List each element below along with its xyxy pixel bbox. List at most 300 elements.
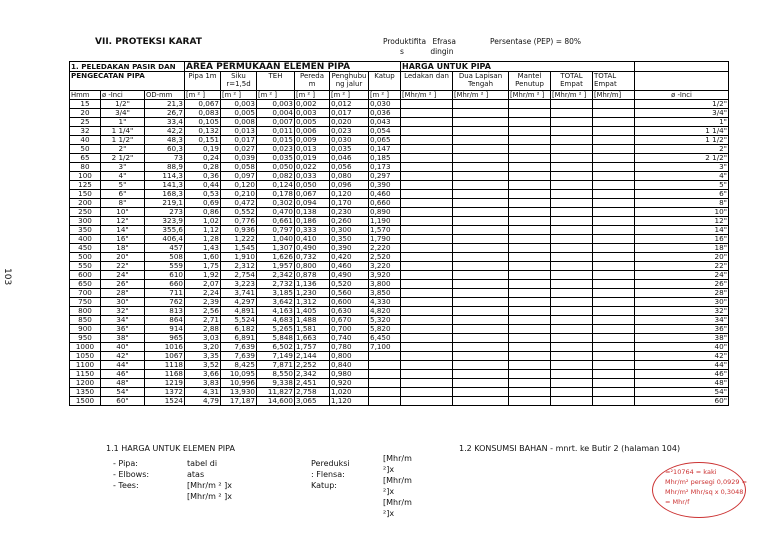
- table-cell: 0,132: [185, 127, 221, 136]
- price-cell: [551, 352, 593, 361]
- table-cell: 0,017: [221, 136, 257, 145]
- table-cell: 0,039: [221, 154, 257, 163]
- table-cell: 0,019: [295, 154, 330, 163]
- footer-right-heading: 1.2 KONSUMSI BAHAN - mnrt. ke Butir 2 (halaman 104): [459, 444, 681, 453]
- table-cell: 3,66: [185, 370, 221, 379]
- table-cell: 0,147: [369, 145, 401, 154]
- table-cell: 3,20: [185, 343, 221, 352]
- price-cell: [401, 235, 453, 244]
- unit-head: [Mhr/m ² ]: [551, 91, 593, 100]
- table-cell: 21,3: [145, 100, 185, 109]
- unit-head: [Mhr/m ² ]: [401, 91, 453, 100]
- table-cell: 0,046: [330, 154, 369, 163]
- price-cell: [509, 325, 551, 334]
- price-cell: [453, 262, 509, 271]
- table-cell: 15: [70, 100, 101, 109]
- table-row: [70, 136, 729, 145]
- table-cell: 406,4: [145, 235, 185, 244]
- price-cell: [593, 316, 635, 325]
- price-cell: [401, 163, 453, 172]
- price-cell: [401, 217, 453, 226]
- table-cell: 8,550: [257, 370, 295, 379]
- table-cell: 25: [70, 118, 101, 127]
- table-cell: 0,230: [330, 208, 369, 217]
- table-cell: 10,996: [221, 379, 257, 388]
- table-cell: 5,524: [221, 316, 257, 325]
- table-cell: 0,297: [369, 172, 401, 181]
- table-cell: 4,31: [185, 388, 221, 397]
- price-cell: [401, 343, 453, 352]
- inch-cell: 16": [635, 235, 729, 244]
- table-row: [70, 154, 729, 163]
- unit-head: [m ² ]: [369, 91, 401, 100]
- price-cell: [509, 190, 551, 199]
- table-cell: 26,7: [145, 109, 185, 118]
- inch-cell: 44": [635, 361, 729, 370]
- table-cell: 0,24: [185, 154, 221, 163]
- price-cell: [453, 136, 509, 145]
- table-cell: 355,6: [145, 226, 185, 235]
- table-cell: 2,24: [185, 289, 221, 298]
- price-cell: [401, 361, 453, 370]
- price-cell: [551, 370, 593, 379]
- price-cell: [401, 325, 453, 334]
- inch-cell: 46": [635, 370, 729, 379]
- table-cell: 0,460: [330, 262, 369, 271]
- table-cell: 950: [70, 334, 101, 343]
- table-cell: 0,054: [369, 127, 401, 136]
- table-cell: 4": [101, 172, 145, 181]
- table-cell: 1200: [70, 379, 101, 388]
- price-cell: [401, 109, 453, 118]
- price-cell: [551, 109, 593, 118]
- table-cell: 65: [70, 154, 101, 163]
- price-cell: [593, 217, 635, 226]
- table-cell: 273: [145, 208, 185, 217]
- footer-unit-5: [Mhr/m: [383, 498, 412, 507]
- table-cell: 900: [70, 325, 101, 334]
- price-cell: [593, 136, 635, 145]
- price-cell: [401, 226, 453, 235]
- price-cell: [509, 163, 551, 172]
- table-cell: 965: [145, 334, 185, 343]
- price-cell: [593, 325, 635, 334]
- price-cell: [401, 154, 453, 163]
- table-cell: 600: [70, 271, 101, 280]
- page-number: 103: [2, 268, 12, 286]
- table-cell: 38": [101, 334, 145, 343]
- table-cell: 0,002: [295, 100, 330, 109]
- table-cell: 7,149: [257, 352, 295, 361]
- price-cell: [593, 100, 635, 109]
- price-cell: [593, 244, 635, 253]
- table-cell: 1/2": [101, 100, 145, 109]
- table-row: [70, 163, 729, 172]
- productivity-label-b: Efrasa: [432, 37, 456, 46]
- table-cell: 0,490: [295, 244, 330, 253]
- table-cell: 813: [145, 307, 185, 316]
- table-cell: 0,120: [330, 190, 369, 199]
- table-cell: 1219: [145, 379, 185, 388]
- table-cell: 200: [70, 199, 101, 208]
- table-cell: 34": [101, 316, 145, 325]
- table-cell: 13,930: [221, 388, 257, 397]
- table-cell: 44": [101, 361, 145, 370]
- table-cell: 1,120: [330, 397, 369, 406]
- heading-left-2: PENGECATAN PIPA: [70, 72, 185, 91]
- price-cell: [551, 307, 593, 316]
- price-cell: [551, 181, 593, 190]
- price-cell: [551, 118, 593, 127]
- table-cell: 100: [70, 172, 101, 181]
- price-cell: [593, 109, 635, 118]
- table-cell: 0,003: [295, 109, 330, 118]
- table-cell: 1,28: [185, 235, 221, 244]
- table-row: [70, 235, 729, 244]
- inch-cell: 42": [635, 352, 729, 361]
- table-cell: 80: [70, 163, 101, 172]
- table-cell: 3,850: [369, 289, 401, 298]
- unit-head: [Mhr/m ² ]: [509, 91, 551, 100]
- table-cell: [369, 388, 401, 397]
- price-cell: [509, 352, 551, 361]
- table-cell: 0,008: [221, 118, 257, 127]
- price-cell: [509, 253, 551, 262]
- table-cell: 20": [101, 253, 145, 262]
- table-cell: 5": [101, 181, 145, 190]
- table-row: [70, 316, 729, 325]
- table-cell: 0,936: [221, 226, 257, 235]
- table-cell: 1,581: [295, 325, 330, 334]
- table-cell: 0,210: [221, 190, 257, 199]
- table-cell: 3,185: [257, 289, 295, 298]
- heading-price: HARGA UNTUK PIPA: [401, 62, 635, 72]
- table-cell: 1,136: [295, 280, 330, 289]
- table-cell: 3,220: [369, 262, 401, 271]
- table-cell: 9,338: [257, 379, 295, 388]
- table-cell: 0,015: [257, 136, 295, 145]
- table-cell: 3,642: [257, 298, 295, 307]
- table-cell: 36": [101, 325, 145, 334]
- table-cell: 40": [101, 343, 145, 352]
- price-cell: [401, 118, 453, 127]
- table-cell: 1016: [145, 343, 185, 352]
- unit-head: [m ² ]: [330, 91, 369, 100]
- price-cell: [453, 397, 509, 406]
- price-cell: [453, 145, 509, 154]
- table-cell: 0,520: [330, 280, 369, 289]
- table-cell: 141,3: [145, 181, 185, 190]
- inch-cell: 3": [635, 163, 729, 172]
- price-cell: [551, 379, 593, 388]
- table-cell: 125: [70, 181, 101, 190]
- price-cell: [401, 262, 453, 271]
- price-cell: [509, 208, 551, 217]
- table-cell: 0,302: [257, 199, 295, 208]
- table-cell: 0,065: [369, 136, 401, 145]
- table-cell: 2,71: [185, 316, 221, 325]
- table-cell: 0,800: [330, 352, 369, 361]
- table-cell: 0,003: [221, 100, 257, 109]
- table-cell: 1118: [145, 361, 185, 370]
- table-cell: 0,151: [185, 136, 221, 145]
- table-cell: 0,920: [330, 379, 369, 388]
- inch-cell: 2 1/2": [635, 154, 729, 163]
- table-row: [70, 217, 729, 226]
- unit-head: [m ² ]: [185, 91, 221, 100]
- price-cell: [453, 109, 509, 118]
- table-cell: 3,83: [185, 379, 221, 388]
- table-cell: 12": [101, 217, 145, 226]
- table-cell: 0,390: [369, 181, 401, 190]
- table-cell: 0,083: [185, 109, 221, 118]
- table-cell: 4,79: [185, 397, 221, 406]
- table-cell: 508: [145, 253, 185, 262]
- table-cell: 14,600: [257, 397, 295, 406]
- inch-cell: 54": [635, 388, 729, 397]
- table-cell: 1,663: [295, 334, 330, 343]
- table-cell: 2,39: [185, 298, 221, 307]
- price-cell: [551, 199, 593, 208]
- table-cell: 3,920: [369, 271, 401, 280]
- footer-unit-6: ²]x: [383, 509, 395, 518]
- annotation-line-4: = Mhr/f: [665, 498, 690, 506]
- table-cell: 0,030: [369, 100, 401, 109]
- table-cell: 4,330: [369, 298, 401, 307]
- price-cell: [401, 352, 453, 361]
- table-cell: 0,030: [330, 136, 369, 145]
- price-cell: [593, 379, 635, 388]
- annotation-line-2: Mhr/m² persegi 0,0929 =: [665, 478, 748, 486]
- table-row: [70, 253, 729, 262]
- table-cell: 1,040: [257, 235, 295, 244]
- price-cell: [509, 100, 551, 109]
- price-cell: [401, 298, 453, 307]
- table-cell: 0,011: [257, 127, 295, 136]
- price-cell: [401, 172, 453, 181]
- table-cell: 0,410: [295, 235, 330, 244]
- table-cell: 323,9: [145, 217, 185, 226]
- table-cell: 0,050: [295, 181, 330, 190]
- price-cell: [453, 280, 509, 289]
- price-cell: [509, 343, 551, 352]
- table-cell: 42": [101, 352, 145, 361]
- table-cell: 20: [70, 109, 101, 118]
- table-cell: 26": [101, 280, 145, 289]
- price-cell: [593, 118, 635, 127]
- price-cell: [401, 136, 453, 145]
- col-head-pereda: Pereda m: [295, 72, 330, 91]
- table-cell: 0,490: [330, 271, 369, 280]
- table-row: [70, 145, 729, 154]
- price-cell: [593, 334, 635, 343]
- heading-left-1: 1. PELEDAKAN PASIR DAN: [70, 62, 185, 72]
- table-cell: 1,910: [221, 253, 257, 262]
- table-row: [70, 289, 729, 298]
- annotation-text: [665, 467, 747, 507]
- table-cell: 0,630: [330, 307, 369, 316]
- heading-blank: [635, 62, 729, 72]
- price-cell: [453, 343, 509, 352]
- table-cell: 0,800: [295, 262, 330, 271]
- price-cell: [551, 298, 593, 307]
- table-cell: [369, 379, 401, 388]
- table-cell: 0,260: [330, 217, 369, 226]
- price-cell: [551, 100, 593, 109]
- table-cell: 0,005: [295, 118, 330, 127]
- price-cell: [453, 154, 509, 163]
- price-cell: [453, 388, 509, 397]
- table-cell: 2,56: [185, 307, 221, 316]
- table-cell: 2,732: [257, 280, 295, 289]
- unit-head: [Mhr/m]: [593, 91, 635, 100]
- price-cell: [509, 145, 551, 154]
- table-cell: 54": [101, 388, 145, 397]
- table-cell: 0,013: [221, 127, 257, 136]
- table-cell: 1,75: [185, 262, 221, 271]
- price-cell: [453, 352, 509, 361]
- col-head-katup: Katup: [369, 72, 401, 91]
- price-cell: [593, 172, 635, 181]
- inch-cell: 30": [635, 298, 729, 307]
- price-cell: [509, 217, 551, 226]
- table-cell: 1,312: [295, 298, 330, 307]
- price-cell: [551, 145, 593, 154]
- table-cell: 0,740: [330, 334, 369, 343]
- price-cell: [593, 307, 635, 316]
- table-cell: 0,012: [330, 100, 369, 109]
- price-cell: [453, 127, 509, 136]
- price-cell: [509, 388, 551, 397]
- inch-cell: 18": [635, 244, 729, 253]
- price-cell: [509, 307, 551, 316]
- col-head-penghubung: Penghubu ng jalur: [330, 72, 369, 91]
- table-cell: 0,44: [185, 181, 221, 190]
- inch-cell: 1/2": [635, 100, 729, 109]
- table-cell: 457: [145, 244, 185, 253]
- table-cell: 1372: [145, 388, 185, 397]
- table-cell: 0,660: [369, 199, 401, 208]
- pipe-area-table: [69, 61, 729, 406]
- price-cell: [401, 388, 453, 397]
- table-cell: 0,185: [369, 154, 401, 163]
- table-cell: 7,639: [221, 343, 257, 352]
- table-cell: 32: [70, 127, 101, 136]
- inch-cell: 60": [635, 397, 729, 406]
- table-cell: 1524: [145, 397, 185, 406]
- table-cell: 0,700: [330, 325, 369, 334]
- price-cell: [401, 127, 453, 136]
- footer-elbows-value: atas: [187, 470, 205, 479]
- price-cell: [551, 361, 593, 370]
- price-cell: [551, 289, 593, 298]
- price-cell: [453, 316, 509, 325]
- price-cell: [593, 352, 635, 361]
- price-cell: [509, 271, 551, 280]
- productivity-label-b2: dingin: [430, 47, 454, 56]
- productivity-label: [383, 37, 456, 57]
- price-cell: [453, 298, 509, 307]
- price-cell: [551, 163, 593, 172]
- price-cell: [401, 271, 453, 280]
- table-cell: 0,776: [221, 217, 257, 226]
- table-cell: 0,980: [330, 370, 369, 379]
- table-cell: 5,820: [369, 325, 401, 334]
- price-cell: [593, 145, 635, 154]
- table-cell: 300: [70, 217, 101, 226]
- inch-cell: 20": [635, 253, 729, 262]
- table-cell: 1 1/4": [101, 127, 145, 136]
- footer-unit-3: [Mhr/m: [383, 476, 412, 485]
- table-row: [70, 190, 729, 199]
- price-cell: [401, 397, 453, 406]
- footer-unit-2: ²]x: [383, 465, 395, 474]
- footer-mid-2: : Flensa:: [311, 470, 345, 479]
- col-head-teh: TEH: [257, 72, 295, 91]
- table-cell: 7,871: [257, 361, 295, 370]
- price-cell: [551, 280, 593, 289]
- table-cell: 2,88: [185, 325, 221, 334]
- table-row: [70, 127, 729, 136]
- footer-mid-3: Katup:: [311, 481, 337, 490]
- table-cell: 24": [101, 271, 145, 280]
- price-cell: [401, 307, 453, 316]
- table-cell: 0,056: [330, 163, 369, 172]
- table-cell: 0,460: [369, 190, 401, 199]
- price-cell: [551, 343, 593, 352]
- price-cell: [551, 190, 593, 199]
- table-cell: 1500: [70, 397, 101, 406]
- table-row: [70, 397, 729, 406]
- table-cell: 1,488: [295, 316, 330, 325]
- price-cell: [453, 226, 509, 235]
- footer-mid-1: Pereduksi: [311, 459, 350, 468]
- price-cell: [453, 271, 509, 280]
- price-cell: [551, 397, 593, 406]
- price-cell: [593, 154, 635, 163]
- table-cell: 3,800: [369, 280, 401, 289]
- table-cell: 1,570: [369, 226, 401, 235]
- price-cell: [551, 388, 593, 397]
- table-cell: 33,4: [145, 118, 185, 127]
- table-cell: 1,790: [369, 235, 401, 244]
- price-cell: [593, 361, 635, 370]
- table-cell: 1,957: [257, 262, 295, 271]
- price-cell: [593, 298, 635, 307]
- inch-cell: 5": [635, 181, 729, 190]
- productivity-label-a: Produktifita: [383, 37, 427, 46]
- table-cell: 1,307: [257, 244, 295, 253]
- price-cell: [401, 190, 453, 199]
- table-cell: 0,86: [185, 208, 221, 217]
- table-cell: 17,187: [221, 397, 257, 406]
- table-cell: 6,450: [369, 334, 401, 343]
- table-row: [70, 244, 729, 253]
- price-cell: [401, 370, 453, 379]
- table-cell: 1150: [70, 370, 101, 379]
- table-cell: 2,07: [185, 280, 221, 289]
- price-cell: [453, 208, 509, 217]
- price-cell: [509, 109, 551, 118]
- table-row: [70, 181, 729, 190]
- table-cell: 0,009: [295, 136, 330, 145]
- table-cell: 6": [101, 190, 145, 199]
- footer-tees-value-1: [Mhr/m ² ]x: [187, 481, 233, 490]
- table-cell: 2,520: [369, 253, 401, 262]
- table-cell: 0,020: [330, 118, 369, 127]
- price-cell: [401, 316, 453, 325]
- table-cell: 559: [145, 262, 185, 271]
